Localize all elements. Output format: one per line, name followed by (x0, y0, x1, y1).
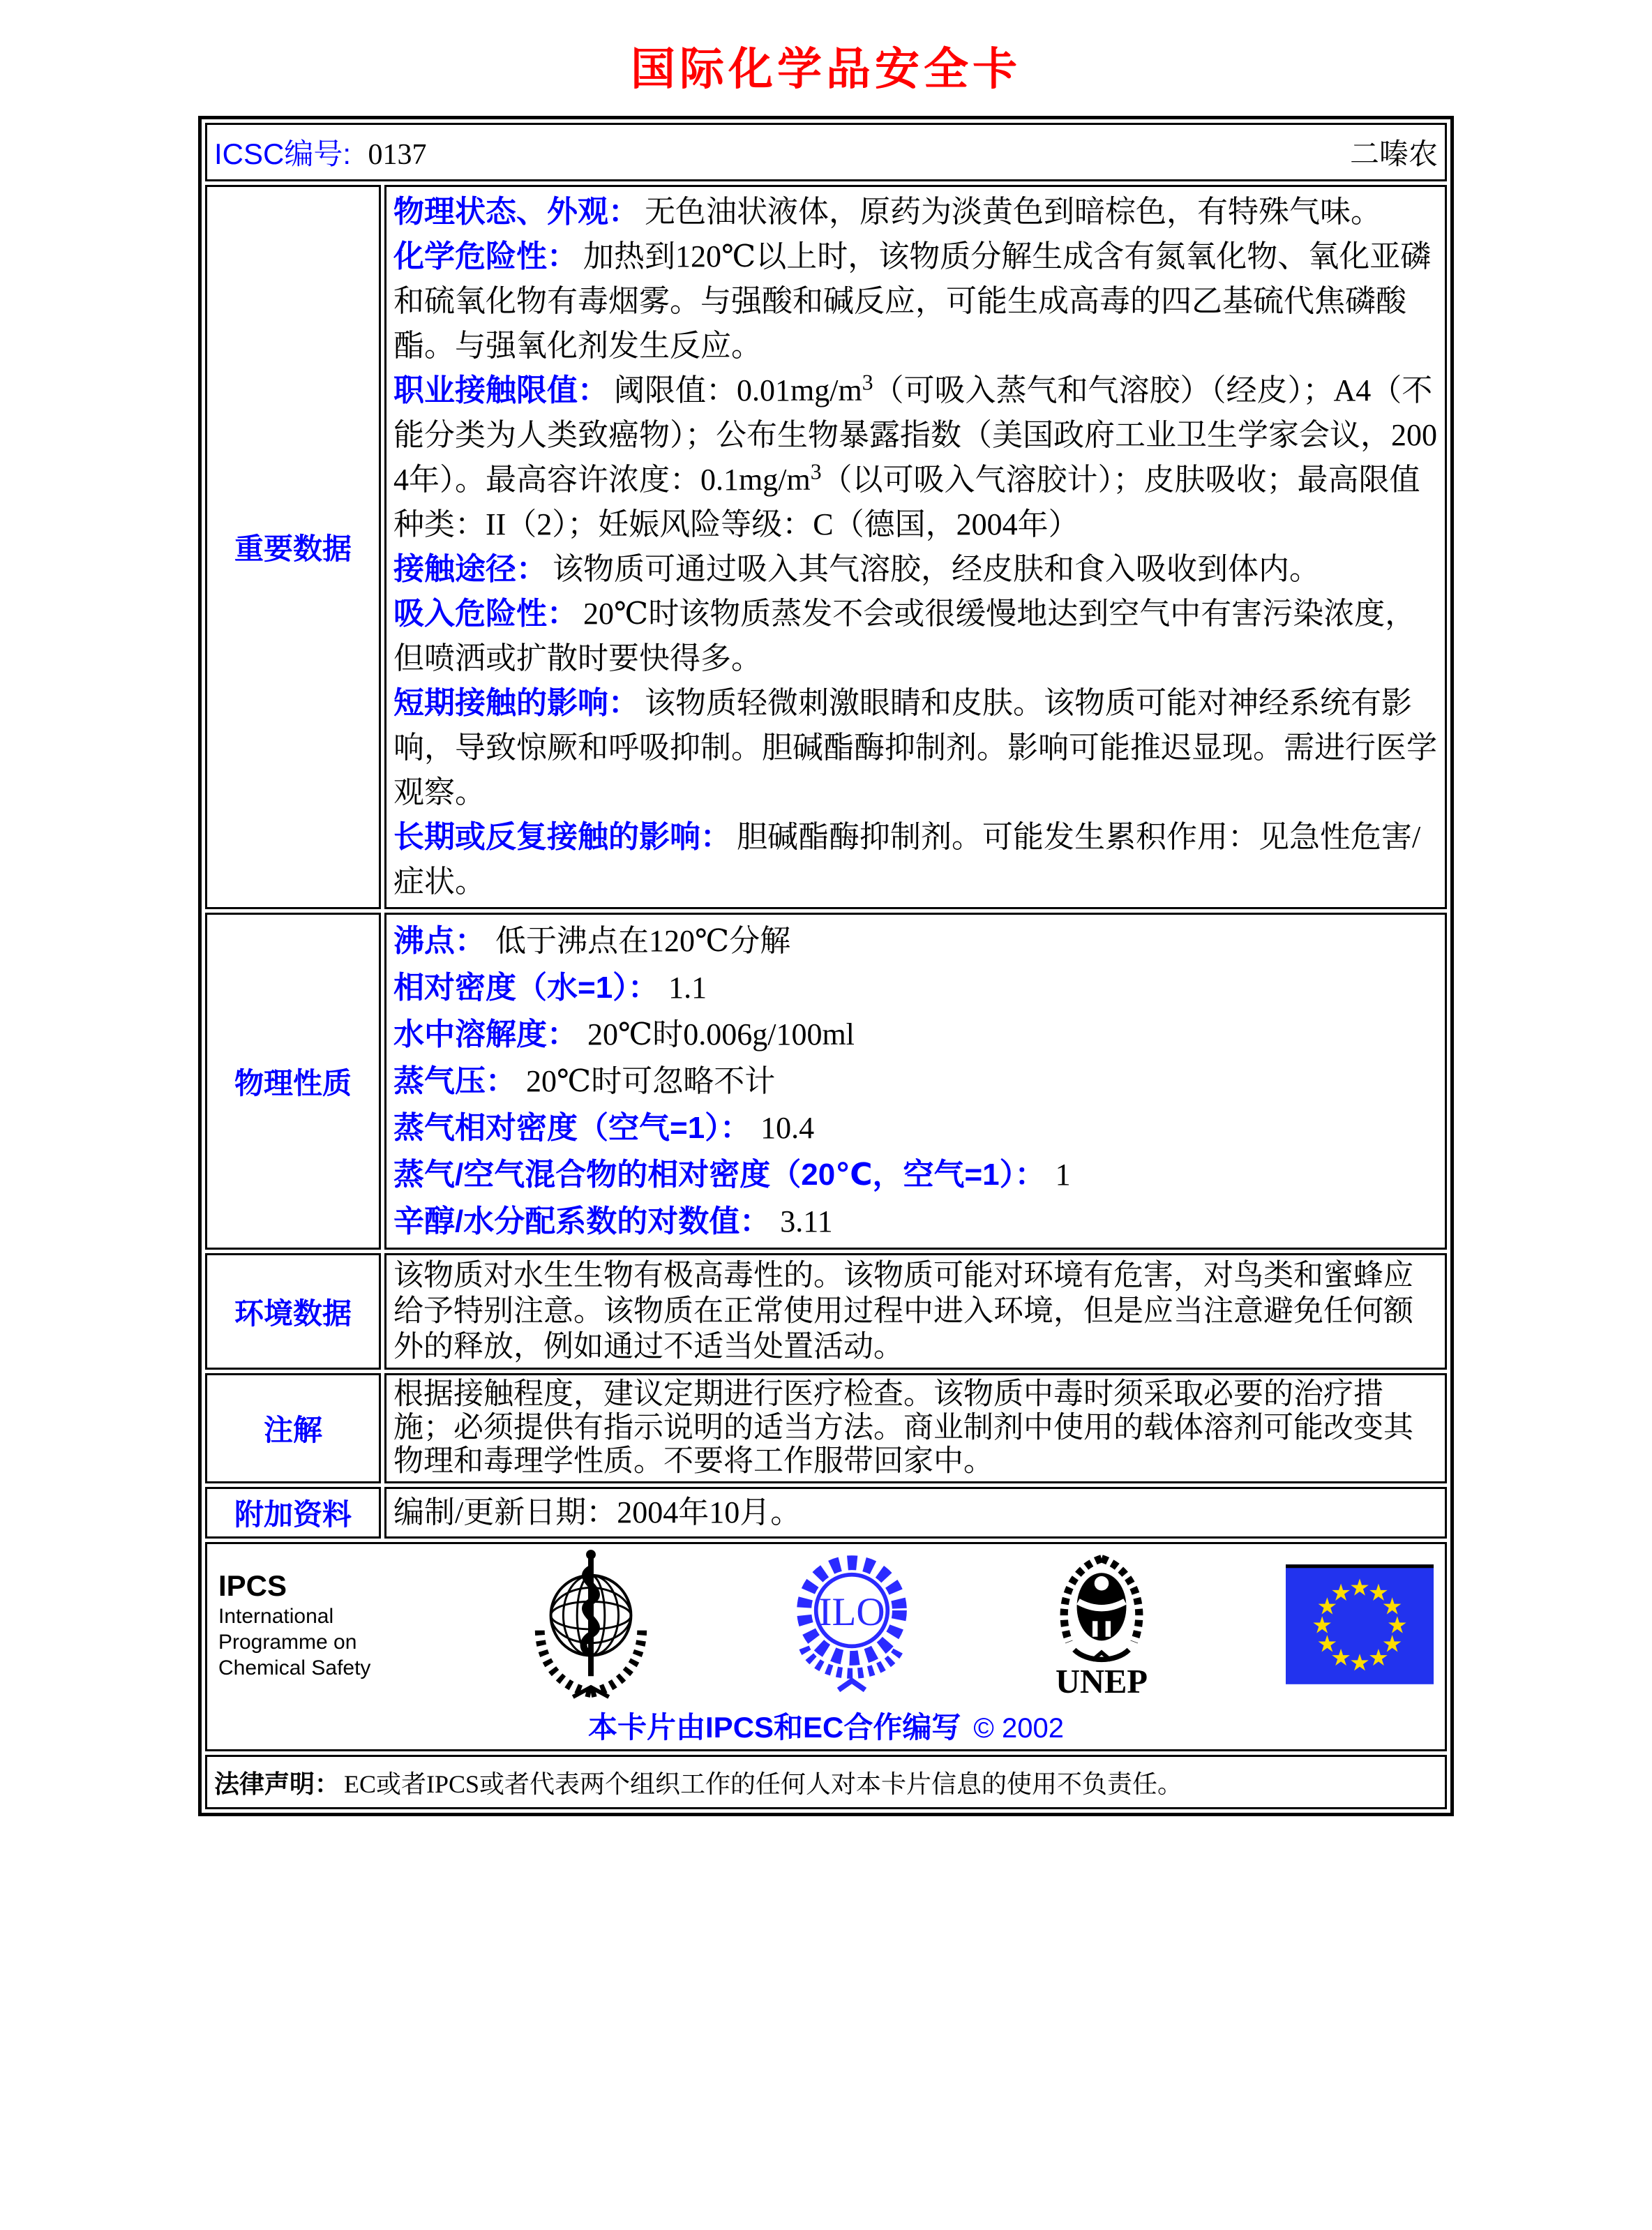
credit-text: 本卡片由IPCS和EC合作编写 (588, 1711, 961, 1744)
paragraph-text: 该物质可通过吸入其气溶胶，经皮肤和食入吸收到体内。 (553, 552, 1320, 586)
paragraph-text: 20℃时该物质蒸发不会或很缓慢地达到空气中有害污染浓度，但喷洒或扩散时要快得多。 (393, 597, 1416, 675)
chemical-name: 二嗪农 (1349, 139, 1438, 171)
legal-notice-label: 法律声明： (214, 1769, 340, 1798)
paragraph-short-term-effects (393, 681, 1438, 815)
logos-row (205, 1542, 1447, 1751)
legal-notice-cell (205, 1755, 1447, 1809)
credit-line (214, 1705, 1438, 1746)
inline-label: 吸入危险性： (393, 597, 578, 631)
paragraph-occupational-limits (393, 368, 1438, 547)
property-value: 1.1 (668, 971, 707, 1005)
row-label-notes: 注解 (205, 1373, 381, 1483)
property-value: 20℃时可忽略不计 (526, 1064, 776, 1098)
inline-label: 蒸气压： (393, 1064, 516, 1098)
row-label-additional-info: 附加资料 (205, 1487, 381, 1539)
property-value: 低于沸点在120℃分解 (495, 924, 791, 958)
credit-year: © 2002 (973, 1713, 1064, 1744)
property-value: 3.11 (780, 1204, 833, 1239)
inline-label: 相对密度（水=1）： (393, 971, 659, 1005)
additional-info-row (205, 1487, 1447, 1539)
property-vapor-pressure (393, 1058, 1438, 1105)
ilo-logo-icon (786, 1549, 918, 1700)
inline-label: 化学危险性： (393, 239, 578, 274)
physical-properties-content (384, 913, 1447, 1250)
legal-notice-text: EC或者IPCS或者代表两个组织工作的任何人对本卡片信息的使用不负责任。 (344, 1769, 1183, 1798)
inline-label: 蒸气相对密度（空气=1）： (393, 1111, 751, 1145)
superscript-3: 3 (862, 370, 873, 395)
ipcs-title: IPCS (218, 1569, 287, 1602)
superscript-3: 3 (810, 459, 822, 484)
inline-label: 辛醇/水分配系数的对数值： (393, 1204, 771, 1239)
environmental-data-row (205, 1253, 1447, 1370)
property-vapor-density (393, 1105, 1438, 1151)
property-value: 1 (1055, 1158, 1071, 1192)
paragraph-text: 无色油状液体，原药为淡黄色到暗棕色，有特殊气味。 (645, 195, 1381, 229)
paragraph-text: （可吸入蒸气和气溶胶）（经皮）；A4（不能分类为人类致癌物）；公布生物暴露指数（美国政府工业卫生学家会议，2004年）。最高容许浓度：0.1mg/m (393, 373, 1437, 497)
inline-label: 水中溶解度： (393, 1017, 578, 1052)
unep-logo-icon (1043, 1549, 1160, 1700)
property-boiling-point (393, 918, 1438, 964)
property-vapor-air-density (393, 1151, 1438, 1198)
inline-label: 蒸气/空气混合物的相对密度（20℃，空气=1）： (393, 1158, 1046, 1192)
ipcs-line: Chemical Safety (218, 1656, 371, 1679)
property-relative-density (393, 964, 1438, 1011)
physical-properties-row (205, 913, 1447, 1250)
paragraph-text: 阈限值：0.01mg/m (614, 373, 862, 407)
who-logo-icon (522, 1549, 660, 1700)
legal-notice-row (205, 1755, 1447, 1809)
inline-label: 职业接触限值： (393, 373, 608, 407)
paragraph-text: 胆碱酯酶抑制剂。可能发生累积作用：见急性危害/症状。 (393, 820, 1421, 899)
ipcs-line: Programme on (218, 1630, 357, 1654)
icsc-number-group (214, 131, 427, 173)
environmental-data-content: 该物质对水生生物有极高毒性的。该物质可能对环境有危害，对鸟类和蜜蜂应给予特别注意。该物质在正常使用过程中进入环境，但是应当注意避免任何额外的释放，例如通过不适当处置活动。 (384, 1253, 1447, 1370)
icsc-header-row (205, 123, 1447, 181)
icsc-card-table (198, 116, 1454, 1816)
logo-strip (214, 1547, 1438, 1702)
inline-label: 物理状态、外观： (393, 195, 639, 229)
paragraph-chemical-danger (393, 234, 1438, 368)
notes-content: 根据接触程度，建议定期进行医疗检查。该物质中毒时须采取必要的治疗措施；必须提供有指示说明的适当方法。商业制剂中使用的载体溶剂可能改变其物理和毒理学性质。不要将工作服带回家中。 (384, 1373, 1447, 1483)
paragraph-text: 加热到120℃以上时，该物质分解生成含有氮氧化物、氧化亚磷和硫氧化物有毒烟雾。与强酸和碱反应，可能生成高毒的四乙基硫代焦磷酸酯。与强氧化剂发生反应。 (393, 239, 1432, 363)
property-value: 20℃时0.006g/100ml (587, 1017, 855, 1052)
row-label-important-data: 重要数据 (205, 185, 381, 909)
eu-flag-icon (1286, 1564, 1434, 1684)
unep-logo-text: UNEP (1056, 1663, 1148, 1700)
inline-label: 接触途径： (393, 552, 547, 586)
page-title: 国际化学品安全卡 (631, 44, 1021, 94)
paragraph-text: （以可吸入气溶胶计）；皮肤吸收；最高限值种类：II（2）；妊娠风险等级：C（德国，2004年） (393, 463, 1420, 541)
ipcs-text-block (218, 1569, 396, 1681)
icsc-number-value: 0137 (368, 139, 427, 171)
property-octanol-water (393, 1198, 1438, 1245)
paragraph-text: 该物质轻微刺激眼睛和皮肤。该物质可能对神经系统有影响，导致惊厥和呼吸抑制。胆碱酯酶抑制剂。影响可能推迟显现。需进行医学观察。 (393, 686, 1437, 809)
inline-label: 长期或反复接触的影响： (393, 820, 731, 854)
ipcs-line: International (218, 1604, 334, 1628)
inline-label: 沸点： (393, 924, 486, 958)
icsc-number-label: ICSC编号: (214, 137, 352, 170)
important-data-content (384, 185, 1447, 909)
ilo-logo-text: ILO (818, 1589, 885, 1634)
row-label-physical-properties: 物理性质 (205, 913, 381, 1250)
property-water-solubility (393, 1011, 1438, 1058)
notes-row (205, 1373, 1447, 1483)
paragraph-inhalation-risk (393, 592, 1438, 681)
inline-label: 短期接触的影响： (393, 686, 639, 720)
important-data-row (205, 185, 1447, 909)
paragraph-exposure-routes (393, 547, 1438, 592)
additional-info-content: 编制/更新日期：2004年10月。 (384, 1487, 1447, 1539)
logos-cell (205, 1542, 1447, 1751)
paragraph-physical-state (393, 190, 1438, 234)
icsc-header-cell (205, 123, 1447, 181)
property-value: 10.4 (760, 1111, 815, 1145)
row-label-environmental-data: 环境数据 (205, 1253, 381, 1370)
paragraph-long-term-effects (393, 815, 1438, 904)
